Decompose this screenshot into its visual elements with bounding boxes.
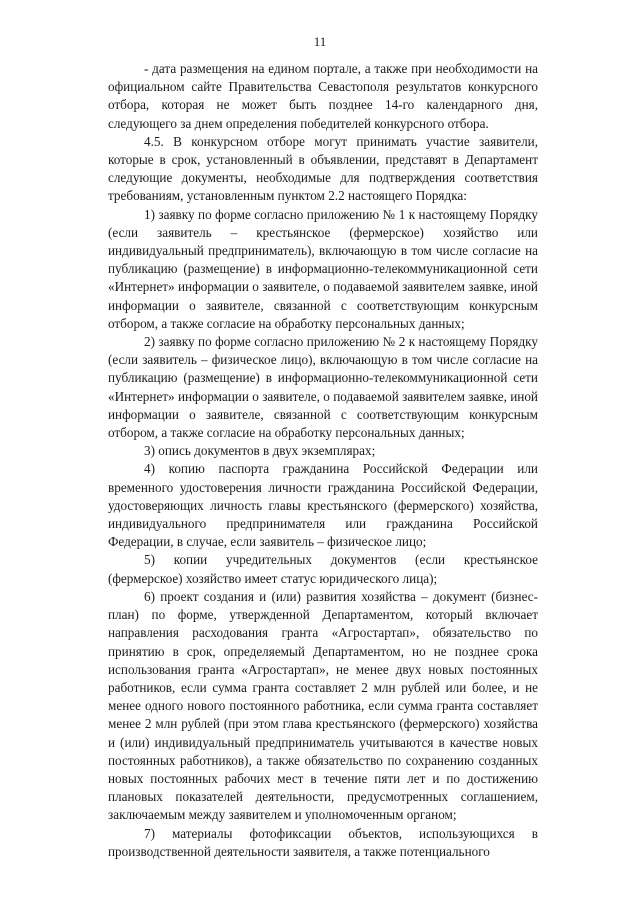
list-item-6: 6) проект создания и (или) развития хозяйства – документ (бизнес-план) по форме, утвержденной Департаментом, который включает направления расходования гранта «Агростартап», обязательство по принятию в срок, определяемый Департаментом, но не позднее срока использования гранта «Агростартап», не менее двух новых постоянных работников, если сумма гранта составляет 2 млн рублей или более, и не менее одного нового постоянного работника, если сумма гранта составляет менее 2 млн рублей (при этом глава крестьянского (фермерского) хозяйства и (или) индивидуальный предприниматель учитываются в качестве новых постоянных работников), а также обязательство по сохранению созданных новых постоянных рабочих мест в течение пяти лет и по достижению плановых показателей деятельности, предусмотренных соглашением, заключаемым между заявителем и уполномоченным органом; [108,588,538,823]
page-number: 11 [313,34,327,49]
paragraph-4-5: 4.5. В конкурсном отборе могут принимать участие заявители, которые в срок, установленный в объявлении, представят в Департамент следующие документы, необходимые для подтверждения соответствия требованиям, установленным пунктом 2.2 настоящего Порядка: [108,133,538,204]
list-item-4: 4) копию паспорта гражданина Российской Федерации или временного удостоверения личности гражданина Российской Федерации, удостоверяющих личность главы крестьянского (фермерского) хозяйства, индивидуального предпринимателя или гражданина Российской Федерации, в случае, если заявитель – физическое лицо; [108,461,538,550]
list-item-2: 2) заявку по форме согласно приложению № 2 к настоящему Порядку (если заявитель – физическое лицо), включающую в том числе согласие на публикацию (размещение) в информационно-телекоммуникационной сети «Интернет» информации о заявителе, о подаваемой заявителем заявке, иной информации о заявителе, связанной с соответствующим конкурсным отбором, а также согласие на обработку персональных данных; [108,334,538,441]
document-body [108,60,538,861]
list-item-5: 5) копии учредительных документов (если крестьянское (фермерское) хозяйство имеет статус юридического лица); [108,552,538,586]
paragraph-publication-date: - дата размещения на едином портале, а также при необходимости на официальном сайте Правительства Севастополя результатов конкурсного отбора, которая не может быть позднее 14-го календарного дня, следующего за днем определения победителей конкурсного отбора. [108,61,538,131]
list-item-1: 1) заявку по форме согласно приложению № 1 к настоящему Порядку (если заявитель – крестьянское (фермерское) хозяйство или индивидуальный предприниматель), включающую в том числе согласие на публикацию (размещение) в информационно-телекоммуникационной сети «Интернет» информации о заявителе, о подаваемой заявителем заявке, иной информации о заявителе, связанной с соответствующим конкурсным отбором, а также согласие на обработку персональных данных; [108,206,538,331]
list-item-3: 3) опись документов в двух экземплярах; [144,443,376,459]
list-item-7: 7) материалы фотофиксации объектов, использующихся в производственной деятельности заявителя, а также потенциального [108,825,538,859]
